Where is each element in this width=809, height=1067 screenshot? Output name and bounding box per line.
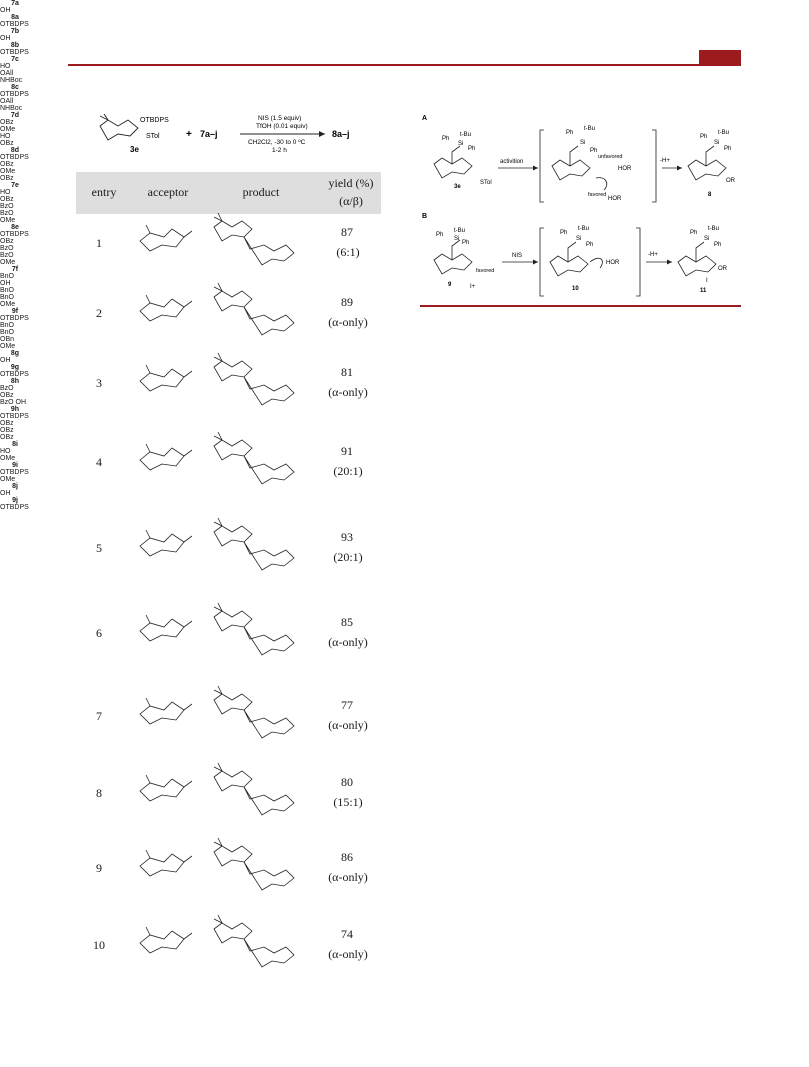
product-structure-svg	[210, 512, 310, 584]
product-structure	[210, 426, 310, 498]
product-group-text: NHBoc	[0, 105, 23, 112]
panel-a-unfavored: unfavored	[598, 154, 623, 160]
acceptor-group-text: OH	[0, 357, 11, 364]
entry-number: 7	[96, 709, 102, 723]
acceptor-structure-svg	[128, 763, 200, 825]
acceptor-range: 7a–j	[200, 129, 218, 139]
product-group-text: OBn	[0, 336, 15, 343]
selectivity-ratio: (α-only)	[328, 718, 368, 732]
header-accent-block	[699, 50, 741, 64]
product-structure-svg	[210, 832, 310, 904]
acceptor-label: 8h	[10, 378, 20, 385]
panel-b-label-11: 11	[700, 288, 707, 294]
acceptor-structure-svg	[128, 603, 200, 665]
entry-number: 5	[96, 541, 102, 555]
acceptor-group-text: OBz	[0, 196, 14, 203]
reaction-conditions: CH2Cl2, -30 to 0 ºC	[248, 139, 306, 146]
acceptor-group-text: BzO OH	[0, 399, 27, 406]
header-acceptor: acceptor	[147, 185, 189, 199]
panel-a-tbu-1: t-Bu	[460, 132, 472, 138]
figure-bottom-rule	[420, 305, 741, 307]
selectivity-ratio: (α-only)	[328, 385, 368, 399]
yield-value: 93	[341, 530, 353, 544]
mechanism-figure	[420, 112, 742, 302]
panel-b-tbu-3: t-Bu	[708, 226, 720, 232]
product-label: 8a	[11, 14, 19, 21]
acceptor-label: 8j	[12, 483, 18, 490]
acceptor-group-text: BzO	[0, 385, 14, 392]
entry-number: 6	[96, 626, 102, 640]
panel-b-ph2-1: Ph	[462, 240, 470, 246]
product-structure-svg	[210, 277, 310, 349]
product-group-text: OMe	[0, 476, 16, 483]
acceptor-group-text: OH	[0, 7, 11, 14]
panel-b-si-3: Si	[704, 236, 710, 242]
product-structure-svg	[210, 597, 310, 669]
panel-b-ph-2: Ph	[560, 230, 568, 236]
yield-value: 85	[341, 615, 353, 629]
panel-b-iplus: I+	[470, 284, 476, 290]
panel-a-arrowhead-1	[533, 166, 538, 171]
acceptor-structure-svg	[128, 353, 200, 415]
acceptor-structure-svg	[128, 283, 200, 345]
product-label: 8e	[11, 224, 19, 231]
panel-b-minus-h: -H+	[648, 252, 658, 258]
product-group-text: OBz	[0, 420, 14, 427]
product-group-text: OBz	[0, 238, 14, 245]
acceptor-label: 7c	[11, 56, 19, 63]
product-group-text: OTBDPS	[0, 21, 29, 28]
reaction-scheme	[90, 108, 390, 168]
acceptor-structure-svg	[128, 686, 200, 748]
panel-a-or: OR	[726, 178, 735, 184]
donor-structure	[100, 114, 138, 140]
acceptor-label: 7d	[10, 112, 20, 119]
acceptor-group-text: OH	[0, 490, 11, 497]
panel-a-arrowhead-2	[677, 166, 682, 171]
product-group-text: OBz	[0, 427, 14, 434]
product-group-text: OTBDPS	[0, 413, 29, 420]
acceptor-structure	[128, 518, 200, 580]
panel-a-intermediate	[552, 146, 607, 190]
yield-value: 87	[341, 225, 353, 239]
acceptor-structure-svg	[128, 432, 200, 494]
product-structure	[210, 680, 310, 752]
acceptor-structure-svg	[128, 213, 200, 275]
acceptor-group-text: BnO	[0, 287, 15, 294]
plus-sign: +	[186, 129, 192, 140]
acceptor-group-text: OBz	[0, 392, 14, 399]
acceptor-structure	[128, 915, 200, 977]
yield-value: 77	[341, 698, 353, 712]
product-group-text: OTBDPS	[0, 315, 29, 322]
product-group-text: OBz	[0, 434, 14, 441]
product-group-text: OTBDPS	[0, 91, 29, 98]
acceptor-group-text: BzO	[0, 210, 14, 217]
product-group-text: OBz	[0, 175, 14, 182]
product-structure-svg	[210, 757, 310, 829]
product-group-text: BnO	[0, 329, 15, 336]
acceptor-label: 7b	[10, 28, 20, 35]
selectivity-ratio: (α-only)	[328, 947, 368, 961]
product-structure	[210, 832, 310, 904]
product-label: 9i	[12, 462, 18, 469]
panel-a-si-1: Si	[458, 141, 464, 147]
acceptor-group-text: HO	[0, 189, 11, 196]
panel-b-tbu-1: t-Bu	[454, 228, 466, 234]
entry-number: 10	[93, 938, 105, 952]
acceptor-structure	[128, 763, 200, 825]
panel-a-favored: favored	[588, 192, 607, 198]
reaction-arrowhead	[319, 131, 325, 137]
panel-a-ph-1: Ph	[442, 136, 450, 142]
selectivity-ratio: (20:1)	[333, 464, 363, 478]
acceptor-group-text: OBz	[0, 140, 14, 147]
product-label: 8b	[10, 42, 20, 49]
entry-number: 3	[96, 376, 102, 390]
selectivity-ratio: (α-only)	[328, 315, 368, 329]
product-structure	[210, 909, 310, 981]
product-group-text: BzO	[0, 252, 14, 259]
acceptor-structure	[128, 686, 200, 748]
acceptor-group-text: OMe	[0, 126, 16, 133]
entry-number: 4	[96, 455, 102, 469]
product-group-text: OAll	[0, 98, 14, 105]
acceptor-structure	[128, 353, 200, 415]
product-group-text: OBz	[0, 161, 14, 168]
product-structure	[210, 347, 310, 419]
panel-a-tbu-2: t-Bu	[584, 126, 596, 132]
product-structure-svg	[210, 207, 310, 279]
product-structure	[210, 277, 310, 349]
selectivity-ratio: (20:1)	[333, 550, 363, 564]
panel-a-ph2-1: Ph	[468, 146, 476, 152]
yield-value: 91	[341, 444, 353, 458]
panel-a-ph2-3: Ph	[724, 146, 732, 152]
panel-a-donor	[434, 146, 472, 178]
panel-a-si-3: Si	[714, 140, 720, 146]
acceptor-structure	[128, 213, 200, 275]
product-group-text: OTBDPS	[0, 231, 29, 238]
acceptor-group-text: HO	[0, 133, 11, 140]
product-label: 9g	[10, 364, 20, 371]
acceptor-group-text: NHBoc	[0, 77, 23, 84]
product-label: 8c	[11, 84, 19, 91]
panel-b-ph-3: Ph	[690, 230, 698, 236]
selectivity-ratio: (6:1)	[336, 245, 360, 259]
yield-value: 89	[341, 295, 353, 309]
panel-b-tbu-2: t-Bu	[578, 226, 590, 232]
acceptor-group-text: BnO	[0, 273, 15, 280]
yield-value: 86	[341, 850, 353, 864]
panel-a-activation: activition	[500, 159, 524, 165]
product-group-text: OMe	[0, 259, 16, 266]
acceptor-group-text: OAll	[0, 70, 14, 77]
panel-a-tbu-3: t-Bu	[718, 130, 730, 136]
acceptor-structure-svg	[128, 915, 200, 977]
product-group-text: BzO	[0, 245, 14, 252]
product-group-text: OTBDPS	[0, 371, 29, 378]
acceptor-group-text: OH	[0, 35, 11, 42]
panel-b-label-10: 10	[572, 286, 579, 292]
acceptor-group-text: OMe	[0, 217, 16, 224]
product-structure-svg	[210, 347, 310, 419]
selectivity-ratio: (α-only)	[328, 870, 368, 884]
product-group-text: OMe	[0, 168, 16, 175]
acceptor-structure-svg	[128, 518, 200, 580]
panel-a-ph2-2: Ph	[590, 148, 598, 154]
product-label: 9j	[12, 497, 18, 504]
acceptor-group-text: OMe	[0, 455, 16, 462]
product-label: 9h	[10, 406, 20, 413]
product-group-text: OTBDPS	[0, 469, 29, 476]
selectivity-ratio: (α-only)	[328, 635, 368, 649]
acceptor-group-text: BnO	[0, 294, 15, 301]
panel-a-product	[688, 146, 726, 180]
panel-a-label-8: 8	[708, 192, 712, 198]
acceptor-label: 7a	[11, 0, 19, 7]
panel-a-ph-3: Ph	[700, 134, 708, 140]
product-structure	[210, 512, 310, 584]
product-group-text: OMe	[0, 343, 16, 350]
product-structure-svg	[210, 909, 310, 981]
acceptor-label: 7e	[11, 182, 19, 189]
header-rule	[68, 64, 741, 66]
yield-value: 80	[341, 775, 353, 789]
panel-b-nis: NIS	[512, 253, 523, 259]
product-structure	[210, 207, 310, 279]
panel-b-ph2-2: Ph	[586, 242, 594, 248]
header-product: product	[242, 185, 280, 199]
panel-b-label-9: 9	[448, 282, 452, 288]
panel-b-arrowhead-1	[533, 260, 538, 265]
panel-a-hor-2: HOR	[608, 196, 622, 202]
panel-b-label: B	[422, 213, 428, 220]
panel-b-hor: HOR	[606, 260, 620, 266]
panel-b-arrowhead-2	[667, 260, 672, 265]
acceptor-group-text: OMe	[0, 301, 16, 308]
product-range: 8a–j	[332, 129, 350, 139]
acceptor-structure	[128, 432, 200, 494]
product-group-text: OTBDPS	[0, 49, 29, 56]
panel-b-ph-1: Ph	[436, 232, 444, 238]
panel-b-iodo: I	[706, 278, 708, 284]
acceptor-group-text: BzO	[0, 203, 14, 210]
acceptor-group-text: HO	[0, 448, 11, 455]
product-structure-svg	[210, 426, 310, 498]
donor-otbdps: OTBDPS	[140, 117, 169, 124]
selectivity-ratio: (15:1)	[333, 795, 363, 809]
acceptor-structure-svg	[128, 838, 200, 900]
product-structure	[210, 757, 310, 829]
product-label: 9f	[11, 308, 19, 315]
reagent-nis: NIS (1.5 equiv)	[258, 115, 302, 122]
panel-a-label: A	[422, 115, 428, 122]
acceptor-structure	[128, 283, 200, 345]
reaction-time: 1-2 h	[272, 147, 287, 154]
entry-number: 9	[96, 861, 102, 875]
panel-b-favored: favored	[476, 268, 495, 274]
panel-a-label-3e: 3e	[454, 184, 461, 190]
panel-a-ph-2: Ph	[566, 130, 574, 136]
panel-a-stol: STol	[480, 180, 492, 186]
product-label: 8d	[10, 147, 20, 154]
donor-stol: STol	[146, 133, 160, 140]
acceptor-group-text: OBz	[0, 119, 14, 126]
yield-value: 81	[341, 365, 353, 379]
donor-label: 3e	[130, 145, 139, 154]
reagent-tfoh: TfOH (0.01 equiv)	[256, 123, 308, 130]
panel-b-product	[678, 242, 716, 276]
header-yield: yield (%)	[328, 176, 374, 190]
product-group-text: OTBDPS	[0, 154, 29, 161]
acceptor-label: 8g	[10, 350, 20, 357]
product-group-text: OTBDPS	[0, 504, 29, 511]
panel-b-si-1: Si	[454, 236, 460, 242]
acceptor-group-text: HO	[0, 63, 11, 70]
header-entry: entry	[91, 185, 117, 199]
acceptor-label: 7f	[11, 266, 19, 273]
entry-number: 1	[96, 236, 102, 250]
product-group-text: BnO	[0, 322, 15, 329]
product-structure	[210, 597, 310, 669]
panel-b-ph2-3: Ph	[714, 242, 722, 248]
acceptor-structure	[128, 603, 200, 665]
panel-b-intermediate	[550, 242, 602, 276]
panel-a-hor-1: HOR	[618, 166, 632, 172]
panel-b-si-2: Si	[576, 236, 582, 242]
acceptor-structure	[128, 838, 200, 900]
yield-value: 74	[341, 927, 353, 941]
header-ratio: (α/β)	[339, 194, 363, 208]
panel-a-si-2: Si	[580, 140, 586, 146]
entry-number: 8	[96, 786, 102, 800]
entry-number: 2	[96, 306, 102, 320]
acceptor-label: 8i	[12, 441, 18, 448]
acceptor-group-text: OH	[0, 280, 11, 287]
panel-a-minus-h: -H+	[660, 158, 670, 164]
product-structure-svg	[210, 680, 310, 752]
panel-b-or: OR	[718, 266, 727, 272]
